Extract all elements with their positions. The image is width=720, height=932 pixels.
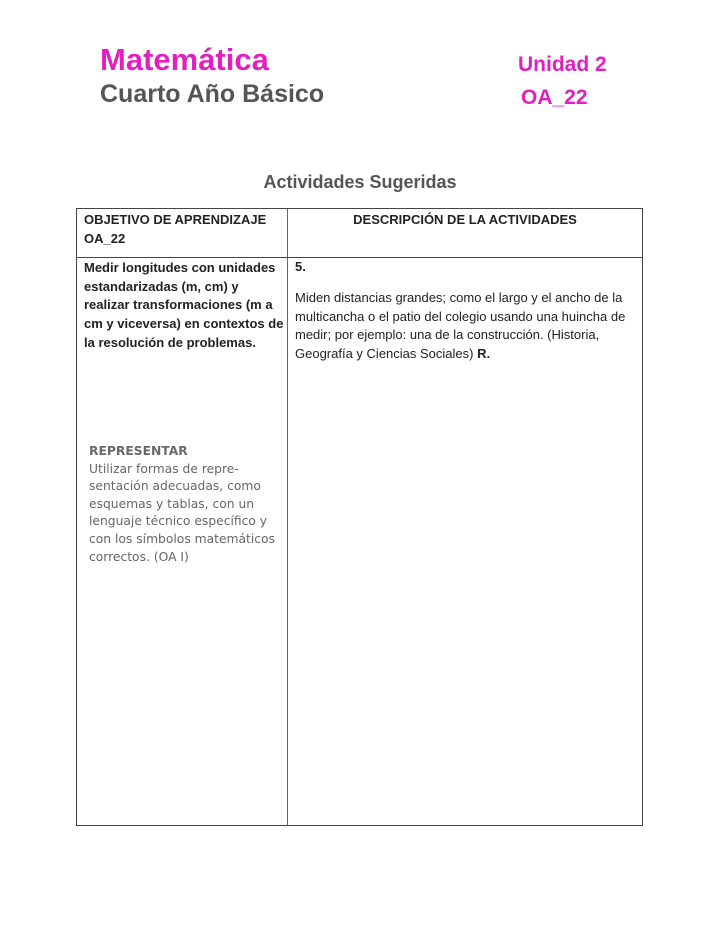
- section-title: Actividades Sugeridas: [263, 172, 457, 192]
- skill-box: [89, 443, 289, 566]
- activities-table: [76, 208, 643, 826]
- header-description: DESCRIPCIÓN DE LA ACTIVIDADES: [353, 212, 577, 227]
- activity-tag: R.: [477, 345, 491, 361]
- subject-title: Matemática: [100, 42, 269, 77]
- activity-number: 5.: [295, 259, 306, 274]
- oa-label: OA_22: [521, 86, 588, 109]
- unit-label: Unidad 2: [518, 53, 607, 76]
- activity-text: Miden distancias grandes; como el largo y el ancho de la multicancha o el patio del colegio usando una huincha de medir; por ejemplo: una de la construcción. (Historia, Geografía y Ciencias Sociales): [295, 290, 626, 361]
- header-divider: [77, 257, 642, 258]
- activity-description: [295, 289, 640, 363]
- header-objective: OBJETIVO DE APRENDIZAJE OA_22: [84, 212, 267, 246]
- grade-title: Cuarto Año Básico: [100, 80, 325, 108]
- skill-text: Utilizar formas de repre-sentación adecuadas, como esquemas y tablas, con un lenguaje técnico específico y con los símbolos matemáticos correctos. (OA I): [89, 461, 275, 564]
- skill-title: REPRESENTAR: [89, 444, 188, 458]
- objective-text: Medir longitudes con unidades estandarizadas (m, cm) y realizar transformaciones (m a cm y viceversa) en contextos de la resolución de problemas.: [84, 260, 284, 350]
